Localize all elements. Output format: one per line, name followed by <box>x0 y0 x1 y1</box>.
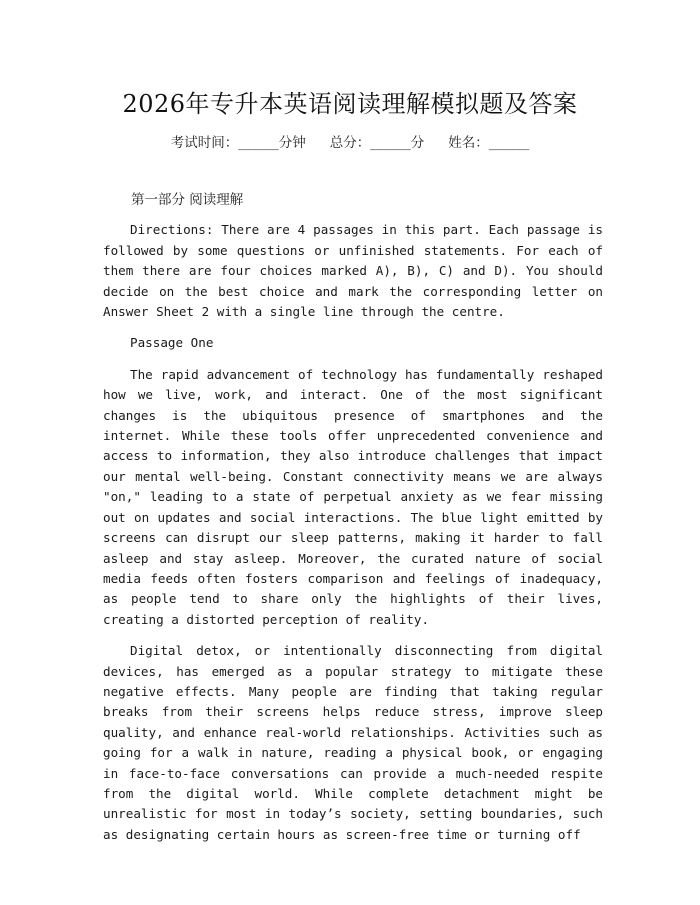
directions-paragraph: Directions: There are 4 passages in this part. Each passage is followed by some questions or unfinished statements. For each of them there are four choices marked A), B), C) and D). You should decide on the best choice and mark the corresponding letter on Answer Sheet 2 with a single line through the centre. <box>103 222 603 320</box>
document-body <box>103 190 603 845</box>
passage-heading: Passage One <box>130 335 214 351</box>
passage-paragraph: The rapid advancement of technology has fundamentally reshaped how we live, work, and interact. One of the most significant changes is the ubiquitous presence of smartphones and the internet. While these tools offer unprecedented convenience and access to information, they also introduce challenges that impact our mental well-being. Constant connectivity means we are always "on," leading to a state of perpetual anxiety as we fear missing out on updates and social interactions. The blue light emitted by screens can disrupt our sleep patterns, making it harder to fall asleep and stay asleep. Moreover, the curated nature of social media feeds often fosters comparison and feelings of inadequacy, as people tend to share only the highlights of their lives, creating a distorted perception of reality. <box>103 366 603 627</box>
total-score-field: 总分：______分 <box>329 135 425 151</box>
passage-paragraph: Digital detox, or intentionally disconnecting from digital devices, has emerged as a popular strategy to mitigate these negative effects. Many people are finding that taking regular breaks from their screens helps reduce stress, improve sleep quality, and enhance real-world relationships. Activities such as going for a walk in nature, reading a physical book, or engaging in face-to-face conversations can provide a much-needed respite from the digital world. While complete detachment might be unrealistic for most in today’s society, setting boundaries, such as designating certain hours as screen-free time or turning off <box>103 643 603 842</box>
exam-info-line <box>0 131 700 151</box>
document-title: 2026年专升本英语阅读理解模拟题及答案 <box>122 90 578 118</box>
name-field: 姓名：______ <box>448 135 530 151</box>
section-heading: 第一部分 阅读理解 <box>131 192 244 208</box>
exam-time-field: 考试时间：______分钟 <box>170 135 306 151</box>
